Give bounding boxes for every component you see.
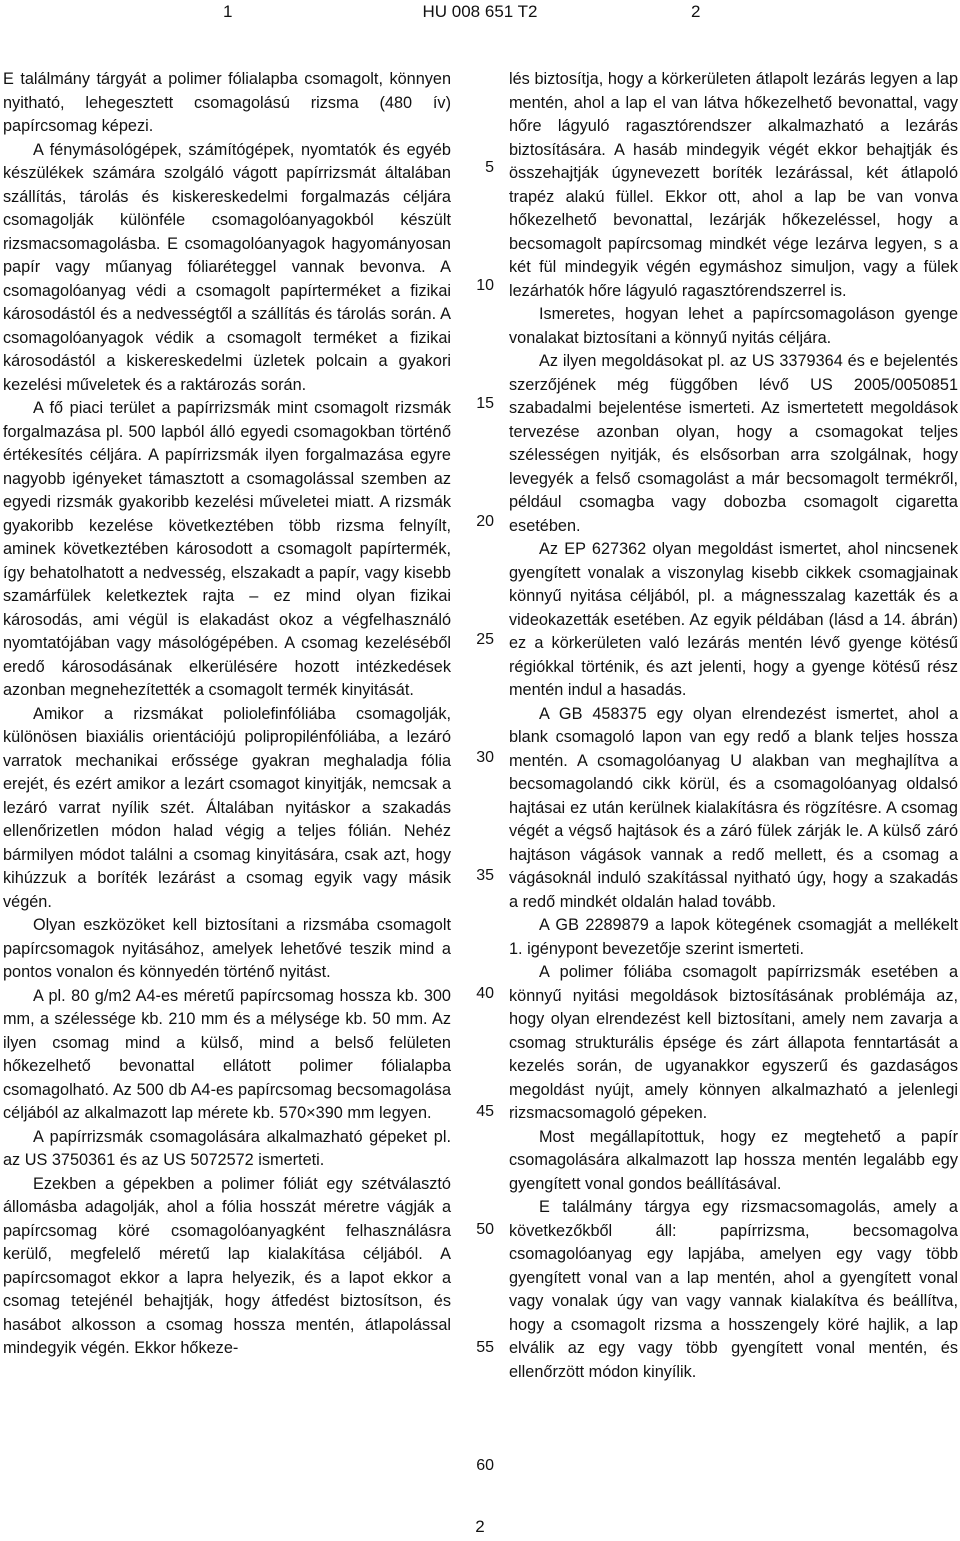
footer-page-number: 2 bbox=[475, 1517, 485, 1536]
paragraph: A GB 458375 egy olyan elrendezést ismertet, ahol a blank csomagoló lapon van egy redő a blank teljes hossza mentén. A csomagolóanyag U alakban van meghajlítva a becsomagolandó cikk körül, és a csomagolóanyag oldalsó hajtásai ez után kerülnek kialakításra és rögzítésre. A csomag végét a végső hajtások és a záró fülek zárják le. A külső záró hajtáson vágások vannak a redő mellett, és a csomag a vágásoknál induló szakítással nyitható úgy, hogy a szakadás a redő mindkét oldalán halad tovább. bbox=[509, 704, 958, 911]
line-number: 20 bbox=[476, 513, 494, 530]
line-number: 50 bbox=[476, 1221, 494, 1238]
paragraph: A polimer fóliába csomagolt papírrizsmák esetében a könnyű nyitási megoldások biztosításának problémája az, hogy olyan elrendezést kell biztosítani, amely nem zavarja a csomag strukturális épsége és zárt állapota fenntartását a kezelés során, de ugyanakkor egyszerű és gazdaságos megoldást nyújt, amely könnyen alkalmazható a jelenlegi rizsmacsomagoló gépeken. bbox=[509, 963, 958, 1122]
line-number: 30 bbox=[476, 749, 494, 766]
line-number: 55 bbox=[476, 1339, 494, 1356]
paragraph: A fő piaci terület a papírrizsmák mint csomagolt rizsmák forgalmazása pl. 500 lapból álló egyedi csomagokban történő értékesítés céljára. A papírrizsmák ilyen forgalmazása egyre nagyobb igényeket támasztott a csomagolással szemben az egyedi rizsmák gyakoribb kezelési műveletei miatt. A rizsmák gyakoribb kezelése következtében több rizsma felnyílt, aminek következtében károsodott a csomagolt papírtermék, így behatolhatott a nedvesség, elszakadt a papír, vagy kisebb szamárfülek keletkeztek rajta – ez mind olyan fizikai károsodás, ami végül is elakadást okoz a végfelhasználó nyomtatójában vagy másológépében. A csomag kezeléséből eredő károsodásának elkerülésére hozott intézkedések azonban megnehezítették a csomagolt termék kinyitását. bbox=[3, 399, 451, 699]
left-page-number: 1 bbox=[223, 2, 233, 21]
right-text-column bbox=[509, 68, 958, 1384]
paragraph: lés biztosítja, hogy a körkerületen átlapolt lezárás legyen a lap mentén, ahol a lap el van látva hőkezelhető bevonattal, vagy hőre lágyuló ragasztórendszer alkalmazható a lezárás biztosítására. A hasáb mindegyik végét ekkor behajtják és összehajtják úgynevezett boríték lezárással, két átlapoló trapéz alakú füllel. Ekkor ott, ahol a lap be van vonva hőkezelhető bevonattal, lezárják hőkezeléssel, hogy a becsomagolt papírcsomag mindkét vége lezárva legyen, s a két fül mindegyik végén egymáshoz simuljon, vagy a fülek lezárhatók hőre lágyuló ragasztórendszerrel is. bbox=[509, 70, 958, 300]
left-text-column bbox=[3, 68, 451, 1361]
document-id: HU 008 651 T2 bbox=[422, 2, 538, 21]
paragraph: Olyan eszközöket kell biztosítani a rizsmába csomagolt papírcsomagok nyitásához, amelyek lehetővé teszik mind a pontos vonalon és könnyedén történő nyitást. bbox=[3, 916, 451, 981]
paragraph: A fénymásológépek, számítógépek, nyomtatók és egyéb készülékek számára szolgáló vágott papírrizsmát általában szállítás, tárolás és kiskereskedelmi forgalmazás céljára csomagolják különféle csomagolóanyagokból készült rizsmacsomagolásba. E csomagolóanyagok hagyományosan papír vagy műanyag fóliaréteggel vannak bevonva. A csomagolóanyag védi a csomagolt papírterméket a fizikai károsodástól és a nedvességtől a szállítás és tárolás során. A csomagolóanyagok védik a csomagolt terméket a fizikai károsodástól a kiskereskedelmi üzletek polcain a gyakori kezelési műveletek és a raktározás során. bbox=[3, 140, 451, 394]
line-number: 60 bbox=[476, 1457, 494, 1474]
paragraph: Ezekben a gépekben a polimer fóliát egy szétválasztó állomásba adagolják, ahol a fólia hosszát méretre vágják a papírcsomag köré csomagolóanyagként felhasználásra kerülő, megfelelő méretű lap kialakítása céljából. A papírcsomagot ekkor a lapra helyezik, és a lapot ekkor a csomag tetejénél behajtják, hogy átfedést biztosítson, és hasábot alkosson a csomag hossza mentén, átlapolással mindegyik végén. Ekkor hőkeze- bbox=[3, 1174, 451, 1357]
line-number: 15 bbox=[476, 395, 494, 412]
paragraph: E találmány tárgyát a polimer fólialapba csomagolt, könnyen nyitható, lehegesztett csomagolású rizsma (480 ív) papírcsomag képezi. bbox=[3, 70, 451, 135]
paragraph: Az ilyen megoldásokat pl. az US 3379364 és e bejelentés szerzőjének még függőben lévő US 2005/0050851 szabadalmi bejelentése ismerteti. Az ismertetett megoldások tervezése azonban olyan, hogy a csomagokat teljes szélességen nyitják, és elsősorban arra szolgálnak, hogy levegyék a felső csomagolást a már becsomagolt termékről, például csomagba vagy dobozba csomagolt cigaretta esetében. bbox=[509, 352, 958, 535]
paragraph: E találmány tárgya egy rizsmacsomagolás, amely a következőkből áll: papírrizsma, becsomagolva csomagolóanyag egy lapjába, amelyen egy vagy több gyengített vonal van a lap mentén, ahol a gyengített vonal vagy vonalak úgy van vagy vannak kialakítva és beállítva, hogy a csomagolt rizsma a hosszengely köré hajlik, a lap elválik az egy vagy több gyengített vonal mentén, és ellenőrzött módon kinyílik. bbox=[509, 1198, 958, 1381]
line-number: 40 bbox=[476, 985, 494, 1002]
line-number: 25 bbox=[476, 631, 494, 648]
paragraph: Amikor a rizsmákat poliolefinfóliába csomagolják, különösen biaxiális orientációjú polipropilénfóliába, a lezáró varratok mechanikai erőssége gyakran meghaladja fólia erejét, és ezért amikor a lezárt csomagot kinyitják, nemcsak a lezáró varrat nyílik szét. Általában nyitáskor a szakadás ellenőrizetlen módon halad végig a teljes fólián. Nehéz bármilyen módot találni a csomag kinyitására, csak azt, hogy kihúzzuk a boríték lezárást a csomag egyik vagy másik végén. bbox=[3, 704, 451, 911]
paragraph: A GB 2289879 a lapok kötegének csomagját a mellékelt 1. igénypont bevezetője szerint ismerteti. bbox=[509, 916, 958, 958]
right-page-number: 2 bbox=[691, 2, 701, 21]
line-number: 45 bbox=[476, 1103, 494, 1120]
paragraph: A papírrizsmák csomagolására alkalmazható gépeket pl. az US 3750361 és az US 5072572 ismerteti. bbox=[3, 1127, 451, 1169]
paragraph: Ismeretes, hogyan lehet a papírcsomagoláson gyenge vonalakat biztosítani a könnyű nyitás céljára. bbox=[509, 305, 958, 347]
line-number: 5 bbox=[485, 159, 494, 176]
paragraph: A pl. 80 g/m2 A4-es méretű papírcsomag hossza kb. 300 mm, a szélessége kb. 210 mm és a mélysége kb. 50 mm. Az ilyen csomag mind a külső, mind a belső felületen hőkezelhető bevonattal ellátott polimer fólialapba csomagolható. Az 500 db A4-es papírcsomag becsomagolása céljából az alkalmazott lap mérete kb. 570×390 mm legyen. bbox=[3, 986, 451, 1122]
page-footer bbox=[0, 1517, 960, 1537]
paragraph: Az EP 627362 olyan megoldást ismertet, ahol nincsenek gyengített vonalak a viszonylag kisebb cikkek csomagjainak könnyű nyitása céljából, pl. a mágnesszalag kazetták és a videokazetták esetében. Az egyik példában (lásd a 14. ábrán) ez a körkerületen való lezárás mentén lévő gyenge kötésű régiókkal történik, és azt jelenti, hogy a gyenge kötésű rész mentén indul a hasadás. bbox=[509, 540, 958, 699]
line-number: 35 bbox=[476, 867, 494, 884]
page-header bbox=[0, 0, 960, 28]
paragraph: Most megállapítottuk, hogy ez megtehető a papír csomagolására alkalmazott lap hossza mentén legalább egy gyengített vonal gondos beállításával. bbox=[509, 1127, 958, 1193]
line-number: 10 bbox=[476, 277, 494, 294]
